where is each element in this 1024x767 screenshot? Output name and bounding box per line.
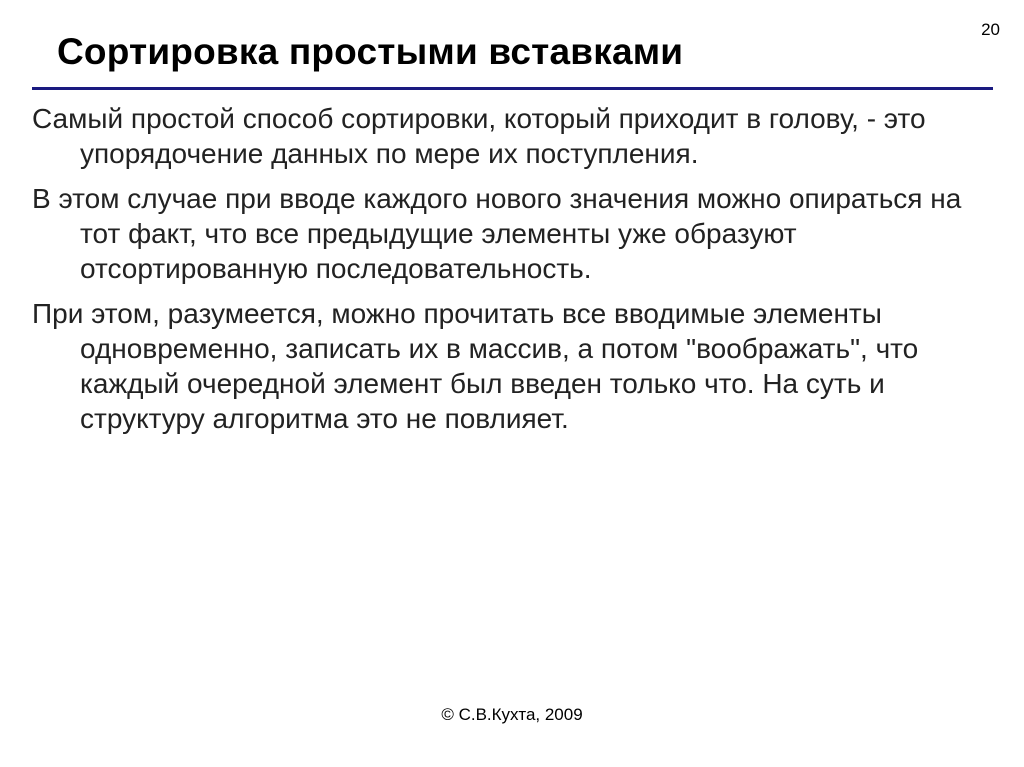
copyright-footer: © С.В.Кухта, 2009: [441, 705, 583, 724]
body-paragraph-2: В этом случае при вводе каждого нового значения можно опираться на тот факт, что все предыдущие элементы уже образуют отсортированную последовательность.: [32, 183, 962, 284]
body-paragraph-3: При этом, разумеется, можно прочитать все вводимые элементы одновременно, записать их в массив, а потом "воображать", что каждый очередной элемент был введен только что. На суть и структуру алгоритма это не повлияет.: [32, 298, 919, 434]
page-number: 20: [981, 20, 1000, 39]
slide-title: Сортировка простыми вставками: [57, 31, 684, 72]
body-paragraph-1: Самый простой способ сортировки, который приходит в голову, - это упорядочение данных по мере их поступления.: [32, 103, 926, 169]
title-underline: [32, 87, 993, 90]
slide-body: [32, 101, 990, 446]
